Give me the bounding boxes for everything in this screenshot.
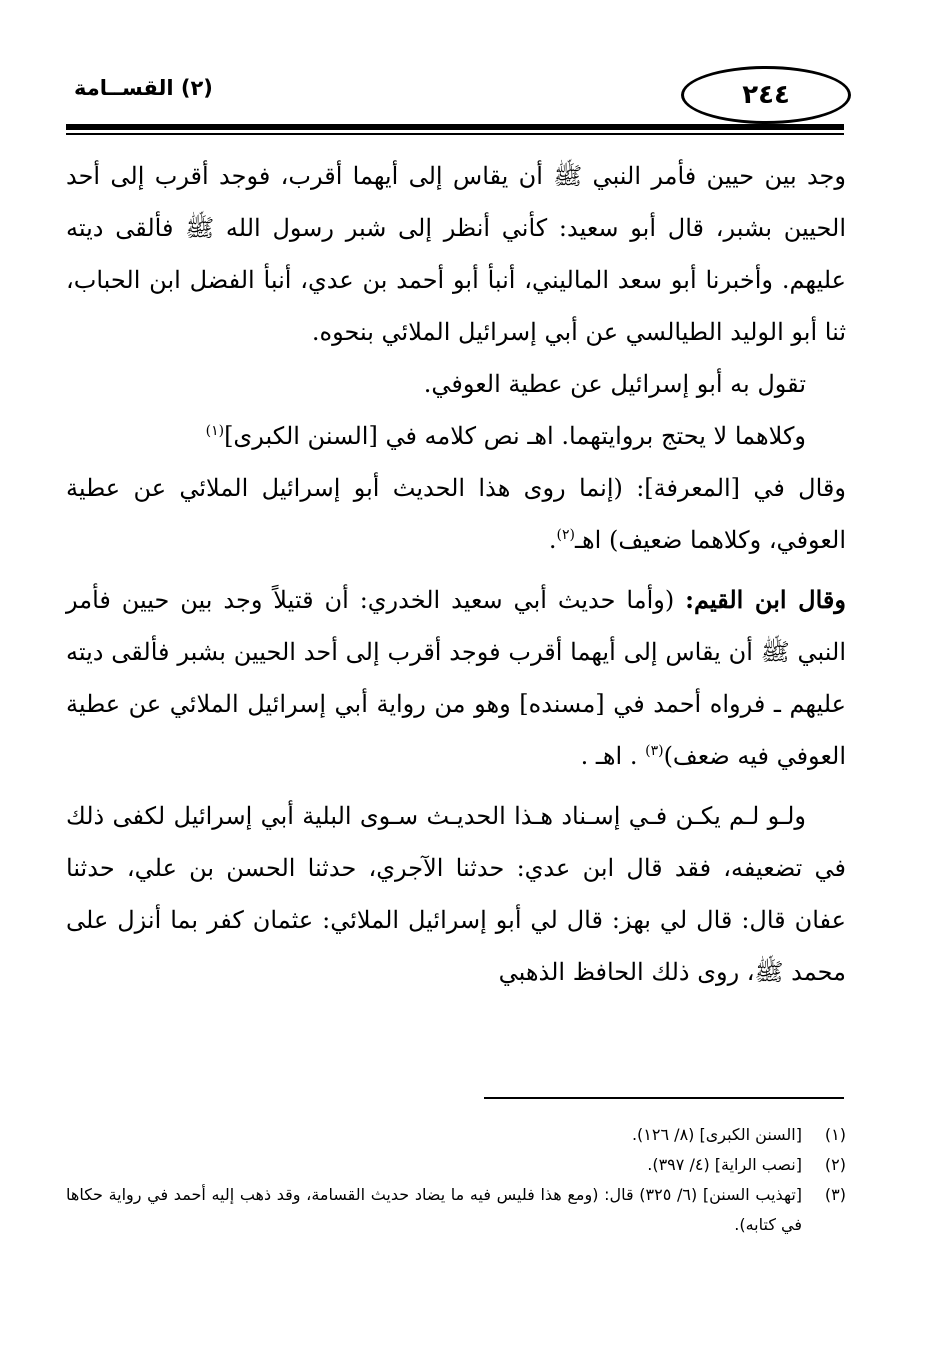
footnote-1-number: (١) xyxy=(824,1125,846,1144)
footnote-ref-3: (٣) xyxy=(645,743,664,759)
footnote-3-number: (٣) xyxy=(824,1185,846,1204)
paragraph-5-tail: . اهـ . xyxy=(580,742,646,770)
main-text xyxy=(66,150,846,998)
paragraph-2-text: تقول به أبو إسرائيل عن عطية العوفي. xyxy=(423,370,806,398)
footnote-ref-2: (٢) xyxy=(556,527,575,543)
paragraph-1 xyxy=(66,150,846,358)
footnote-3-text: [تهذيب السنن] (٦/ ٣٢٥) قال: (ومع هذا فليس فيه ما يضاد حديث القسامة، وقد ذهب إليه أحمد في رواية حكاها في كتابه). xyxy=(66,1185,803,1234)
footnote-1 xyxy=(66,1120,846,1150)
paragraph-4-text: وقال في [المعرفة]: (إنما روى هذا الحديث أبو إسرائيل الملائي عن عطية العوفي، وكلاهما ضعيف) اهـ xyxy=(66,474,846,554)
paragraph-4-tail: . xyxy=(548,526,557,554)
page-header xyxy=(66,62,844,134)
paragraph-5-lead: وقال ابن القيم: xyxy=(685,585,846,614)
footnote-ref-1: (١) xyxy=(205,423,225,439)
header-rule-thick xyxy=(66,124,844,130)
footnote-2-text: [نصب الراية] (٤/ ٣٩٧). xyxy=(647,1155,802,1174)
paragraph-5 xyxy=(66,574,846,782)
page-number: ٢٤٤ xyxy=(681,66,851,124)
header-rule-thin xyxy=(66,133,844,135)
paragraph-3-text: وكلاهما لا يحتج بروايتهما. اهـ نص كلامه في [السنن الكبرى] xyxy=(224,422,806,450)
footnotes xyxy=(66,1120,846,1240)
footnote-separator xyxy=(484,1097,844,1099)
footnote-2 xyxy=(66,1150,846,1180)
paragraph-6-text: ولـو لـم يكـن فـي إسـناد هـذا الحديـث سـوى البلية أبي إسرائيل لكفى ذلك في تضعيفه، فقد قال ابن عدي: حدثنا الآجري، حدثنا الحسن بن علي، حدثنا عفان قال: قال لي بهز: قال لي أبو إسرائيل الملائي: عثمان كفر بما أنزل على محمد ﷺ، روى ذلك الحافظ الذهبي xyxy=(66,802,846,986)
paragraph-5-text: (وأما حديث أبي سعيد الخدري: أن قتيلاً وجد بين حيين فأمر النبي ﷺ أن يقاس إلى أيهما أقرب فوجد أقرب إلى أحد الحيين بشبر فألقى ديته عليهم ـ فرواه أحمد في [مسنده] وهو من رواية أبي إسرائيل الملائي عن عطية العوفي فيه ضعف) xyxy=(66,586,846,770)
footnote-1-text: [السنن الكبرى] (٨/ ١٢٦). xyxy=(631,1125,802,1144)
footnote-2-number: (٢) xyxy=(824,1155,846,1174)
paragraph-1-text: وجد بين حيين فأمر النبي ﷺ أن يقاس إلى أيهما أقرب، فوجد أقرب إلى أحد الحيين بشبر، قال أبو سعيد: كأني أنظر إلى شبر رسول الله ﷺ فألقى ديته عليهم. وأخبرنا أبو سعد الماليني، أنبأ أبو أحمد بن عدي، أنبأ الفضل ابن الحباب، ثنا أبو الوليد الطيالسي عن أبي إسرائيل الملائي بنحوه. xyxy=(66,162,846,346)
paragraph-6 xyxy=(66,790,846,998)
running-title: (٢) القســامة xyxy=(74,76,213,100)
footnote-3 xyxy=(66,1180,846,1240)
paragraph-3 xyxy=(66,410,846,462)
paragraph-4 xyxy=(66,462,846,566)
paragraph-2 xyxy=(66,358,846,410)
